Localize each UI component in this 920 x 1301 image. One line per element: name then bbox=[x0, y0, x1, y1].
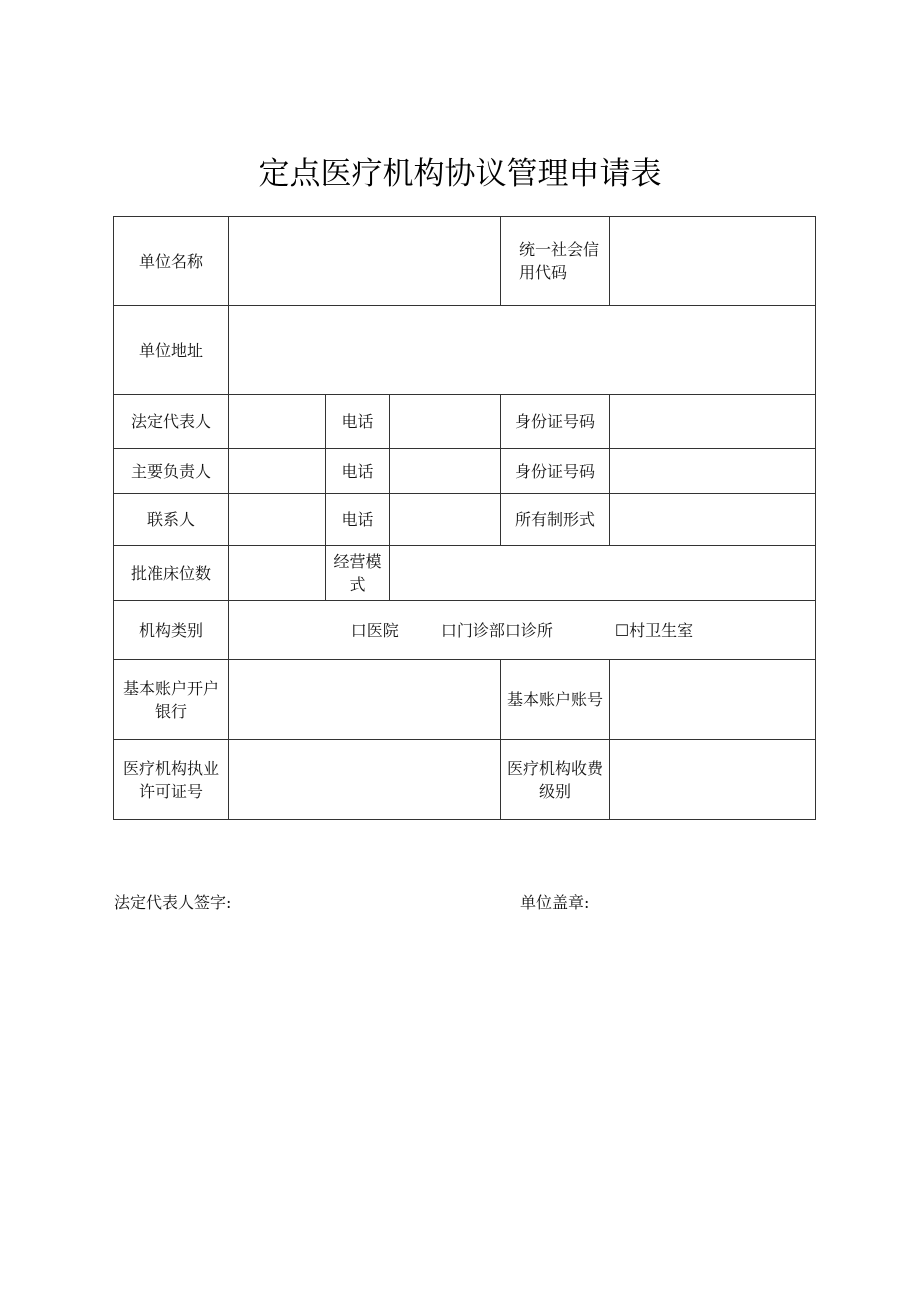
field-legal-rep-id[interactable] bbox=[610, 395, 816, 449]
label-legal-rep-phone: 电话 bbox=[326, 395, 390, 449]
field-unit-name[interactable] bbox=[229, 217, 501, 306]
table-row-beds bbox=[114, 546, 816, 601]
field-fee-level[interactable] bbox=[610, 740, 816, 820]
field-account-no[interactable] bbox=[610, 660, 816, 740]
field-institution-type bbox=[229, 601, 816, 660]
field-unit-address[interactable] bbox=[229, 306, 816, 395]
table-row-legal-rep bbox=[114, 395, 816, 449]
field-main-person[interactable] bbox=[229, 449, 326, 494]
label-beds: 批准床位数 bbox=[114, 546, 229, 601]
field-beds[interactable] bbox=[229, 546, 326, 601]
label-main-person-phone: 电话 bbox=[326, 449, 390, 494]
table-row-bank bbox=[114, 660, 816, 740]
checkbox-hospital[interactable]: 口医院 bbox=[350, 620, 399, 640]
table-row-license bbox=[114, 740, 816, 820]
legal-signature-label: 法定代表人签字: bbox=[114, 893, 232, 912]
field-main-person-phone[interactable] bbox=[390, 449, 501, 494]
field-contact-phone[interactable] bbox=[390, 494, 501, 546]
label-unit-address: 单位地址 bbox=[114, 306, 229, 395]
field-license[interactable] bbox=[229, 740, 501, 820]
table-row-unit-name bbox=[114, 217, 816, 306]
table-row-contact bbox=[114, 494, 816, 546]
application-form-table bbox=[113, 216, 816, 820]
label-fee-level: 医疗机构收费级别 bbox=[501, 740, 610, 820]
field-contact[interactable] bbox=[229, 494, 326, 546]
institution-type-options bbox=[233, 619, 811, 642]
field-legal-rep-phone[interactable] bbox=[390, 395, 501, 449]
label-ownership: 所有制形式 bbox=[501, 494, 610, 546]
label-main-person-id: 身份证号码 bbox=[501, 449, 610, 494]
label-account-no: 基本账户账号 bbox=[501, 660, 610, 740]
field-main-person-id[interactable] bbox=[610, 449, 816, 494]
label-business-mode: 经营模式 bbox=[326, 546, 390, 601]
table-row-unit-address bbox=[114, 306, 816, 395]
checkbox-village-clinic[interactable]: ☐村卫生室 bbox=[614, 620, 694, 640]
field-business-mode[interactable] bbox=[390, 546, 816, 601]
label-legal-rep: 法定代表人 bbox=[114, 395, 229, 449]
label-unit-name: 单位名称 bbox=[114, 217, 229, 306]
page-title: 定点医疗机构协议管理申请表 bbox=[258, 156, 662, 192]
field-bank[interactable] bbox=[229, 660, 501, 740]
label-main-person: 主要负责人 bbox=[114, 449, 229, 494]
checkbox-clinic[interactable]: 口门诊部口诊所 bbox=[440, 620, 553, 640]
field-ownership[interactable] bbox=[610, 494, 816, 546]
label-credit-code: 统一社会信用代码 bbox=[501, 217, 610, 306]
table-row-main-person bbox=[114, 449, 816, 494]
label-institution-type: 机构类别 bbox=[114, 601, 229, 660]
unit-seal-label: 单位盖章: bbox=[520, 893, 590, 912]
field-legal-rep[interactable] bbox=[229, 395, 326, 449]
label-contact-phone: 电话 bbox=[326, 494, 390, 546]
table-row-institution-type bbox=[114, 601, 816, 660]
field-credit-code[interactable] bbox=[610, 217, 816, 306]
label-contact: 联系人 bbox=[114, 494, 229, 546]
label-legal-rep-id: 身份证号码 bbox=[501, 395, 610, 449]
label-bank: 基本账户开户银行 bbox=[114, 660, 229, 740]
label-license: 医疗机构执业许可证号 bbox=[114, 740, 229, 820]
